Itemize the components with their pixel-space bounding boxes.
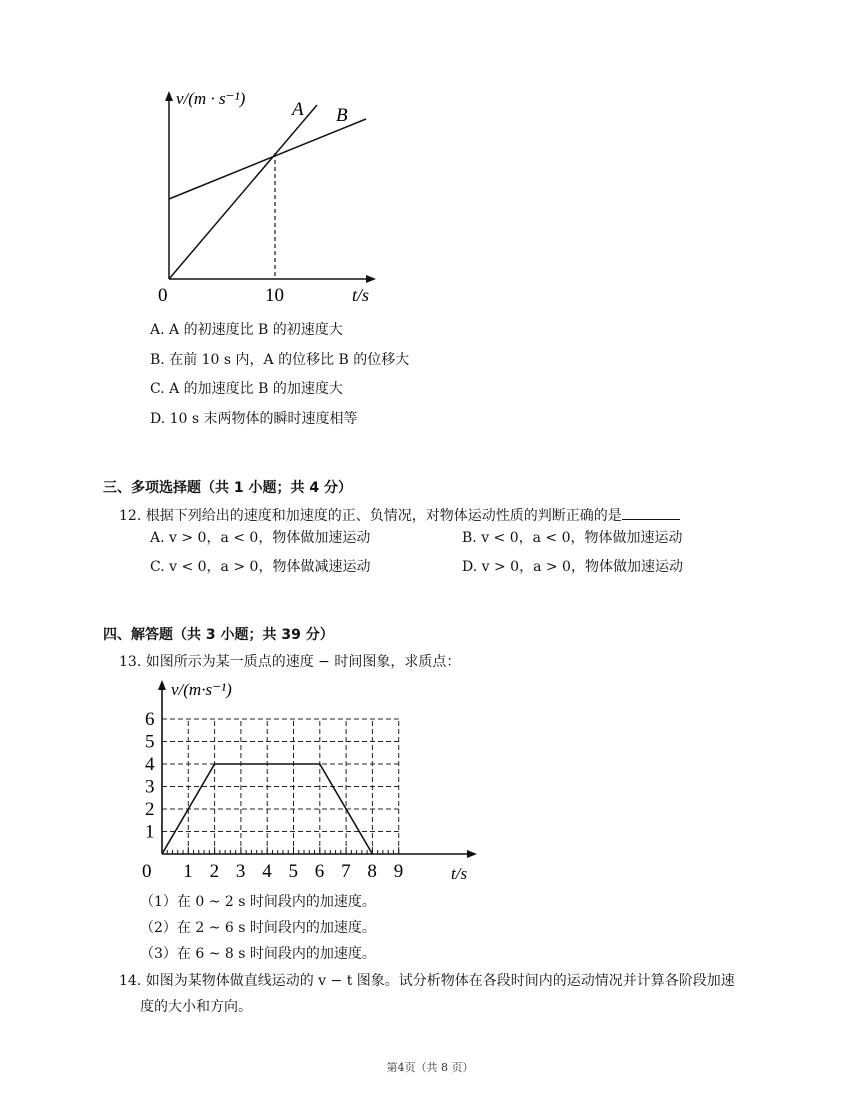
x-axis-arrow [366,275,376,283]
q12-option-a: A. v > 0，a < 0，物体做加速运动 [150,530,371,546]
x-tick-label: 4 [262,861,272,882]
y-axis-arrow [165,91,173,101]
x-tick-label: 10 [265,285,284,306]
vt-y-axis-label: v/(m·s⁻¹) [171,680,232,699]
x-tick-label: 2 [209,861,220,882]
vt-x-axis-label: t/s [451,864,468,883]
q12-stem: 12. 根据下列给出的速度和加速度的正、负情况，对物体运动性质的判断正确的是 [119,508,622,524]
vt-y-axis-arrow [158,680,166,690]
x-tick-label: 0 [142,861,152,882]
y-tick-label: 2 [145,799,155,820]
line-a [169,105,317,279]
line-b [169,119,366,199]
page-footer: 第4页（共 8 页） [386,1061,474,1074]
answer-blank [622,505,680,520]
q11-option-c: C. A 的加速度比 B 的加速度大 [150,381,343,397]
y-tick-label: 5 [145,731,155,753]
q13-part-1: （1）在 0 ~ 2 s 时间段内的加速度。 [140,894,376,910]
vt-x-axis-arrow [467,850,477,858]
q13-part-2: （2）在 2 ~ 6 s 时间段内的加速度。 [140,920,376,936]
q12-option-c: C. v < 0，a > 0，物体做减速运动 [150,559,371,575]
origin-label: 0 [158,285,168,306]
x-tick-label: 7 [341,861,351,882]
x-tick-label: 3 [235,861,246,882]
x-tick-label: 5 [288,861,298,882]
line-b-label: B [336,105,348,126]
x-tick-label: 1 [183,861,193,882]
q12-option-d: D. v > 0，a > 0，物体做加速运动 [462,559,683,575]
q12-option-b: B. v < 0，a < 0，物体做加速运动 [462,530,683,546]
vt-chart [135,673,485,888]
x-tick-label: 6 [314,861,325,882]
q14-stem-line-2: 度的大小和方向。 [140,999,252,1015]
x-tick-label: 8 [367,861,377,882]
y-tick-label: 4 [145,754,155,775]
q11-option-b: B. 在前 10 s 内，A 的位移比 B 的位移大 [150,352,410,368]
q12-stem-row [119,505,680,526]
section-4-heading: 四、解答题（共 3 小题；共 39 分） [103,627,334,643]
y-tick-label: 1 [145,821,155,843]
line-a-label: A [292,99,304,120]
figure-velocity-ab [150,85,390,310]
q14-stem-line-1: 14. 如图为某物体做直线运动的 v − t 图象。试分析物体在各段时间内的运动情况并计算各阶段加速 [119,973,735,989]
x-axis-label: t/s [352,285,370,305]
y-tick-label: 6 [145,709,155,730]
y-tick-label: 3 [145,776,155,798]
q11-option-a: A. A 的初速度比 B 的初速度大 [150,322,343,338]
y-axis-label: v/(m · s⁻¹) [176,89,246,108]
q11-option-d: D. 10 s 末两物体的瞬时速度相等 [150,411,358,427]
q13-stem: 13. 如图所示为某一质点的速度 − 时间图象，求质点： [119,654,461,670]
section-3-heading: 三、多项选择题（共 1 小题；共 4 分） [103,480,352,496]
q13-part-3: （3）在 6 ~ 8 s 时间段内的加速度。 [140,946,376,962]
x-tick-label: 9 [393,861,404,882]
